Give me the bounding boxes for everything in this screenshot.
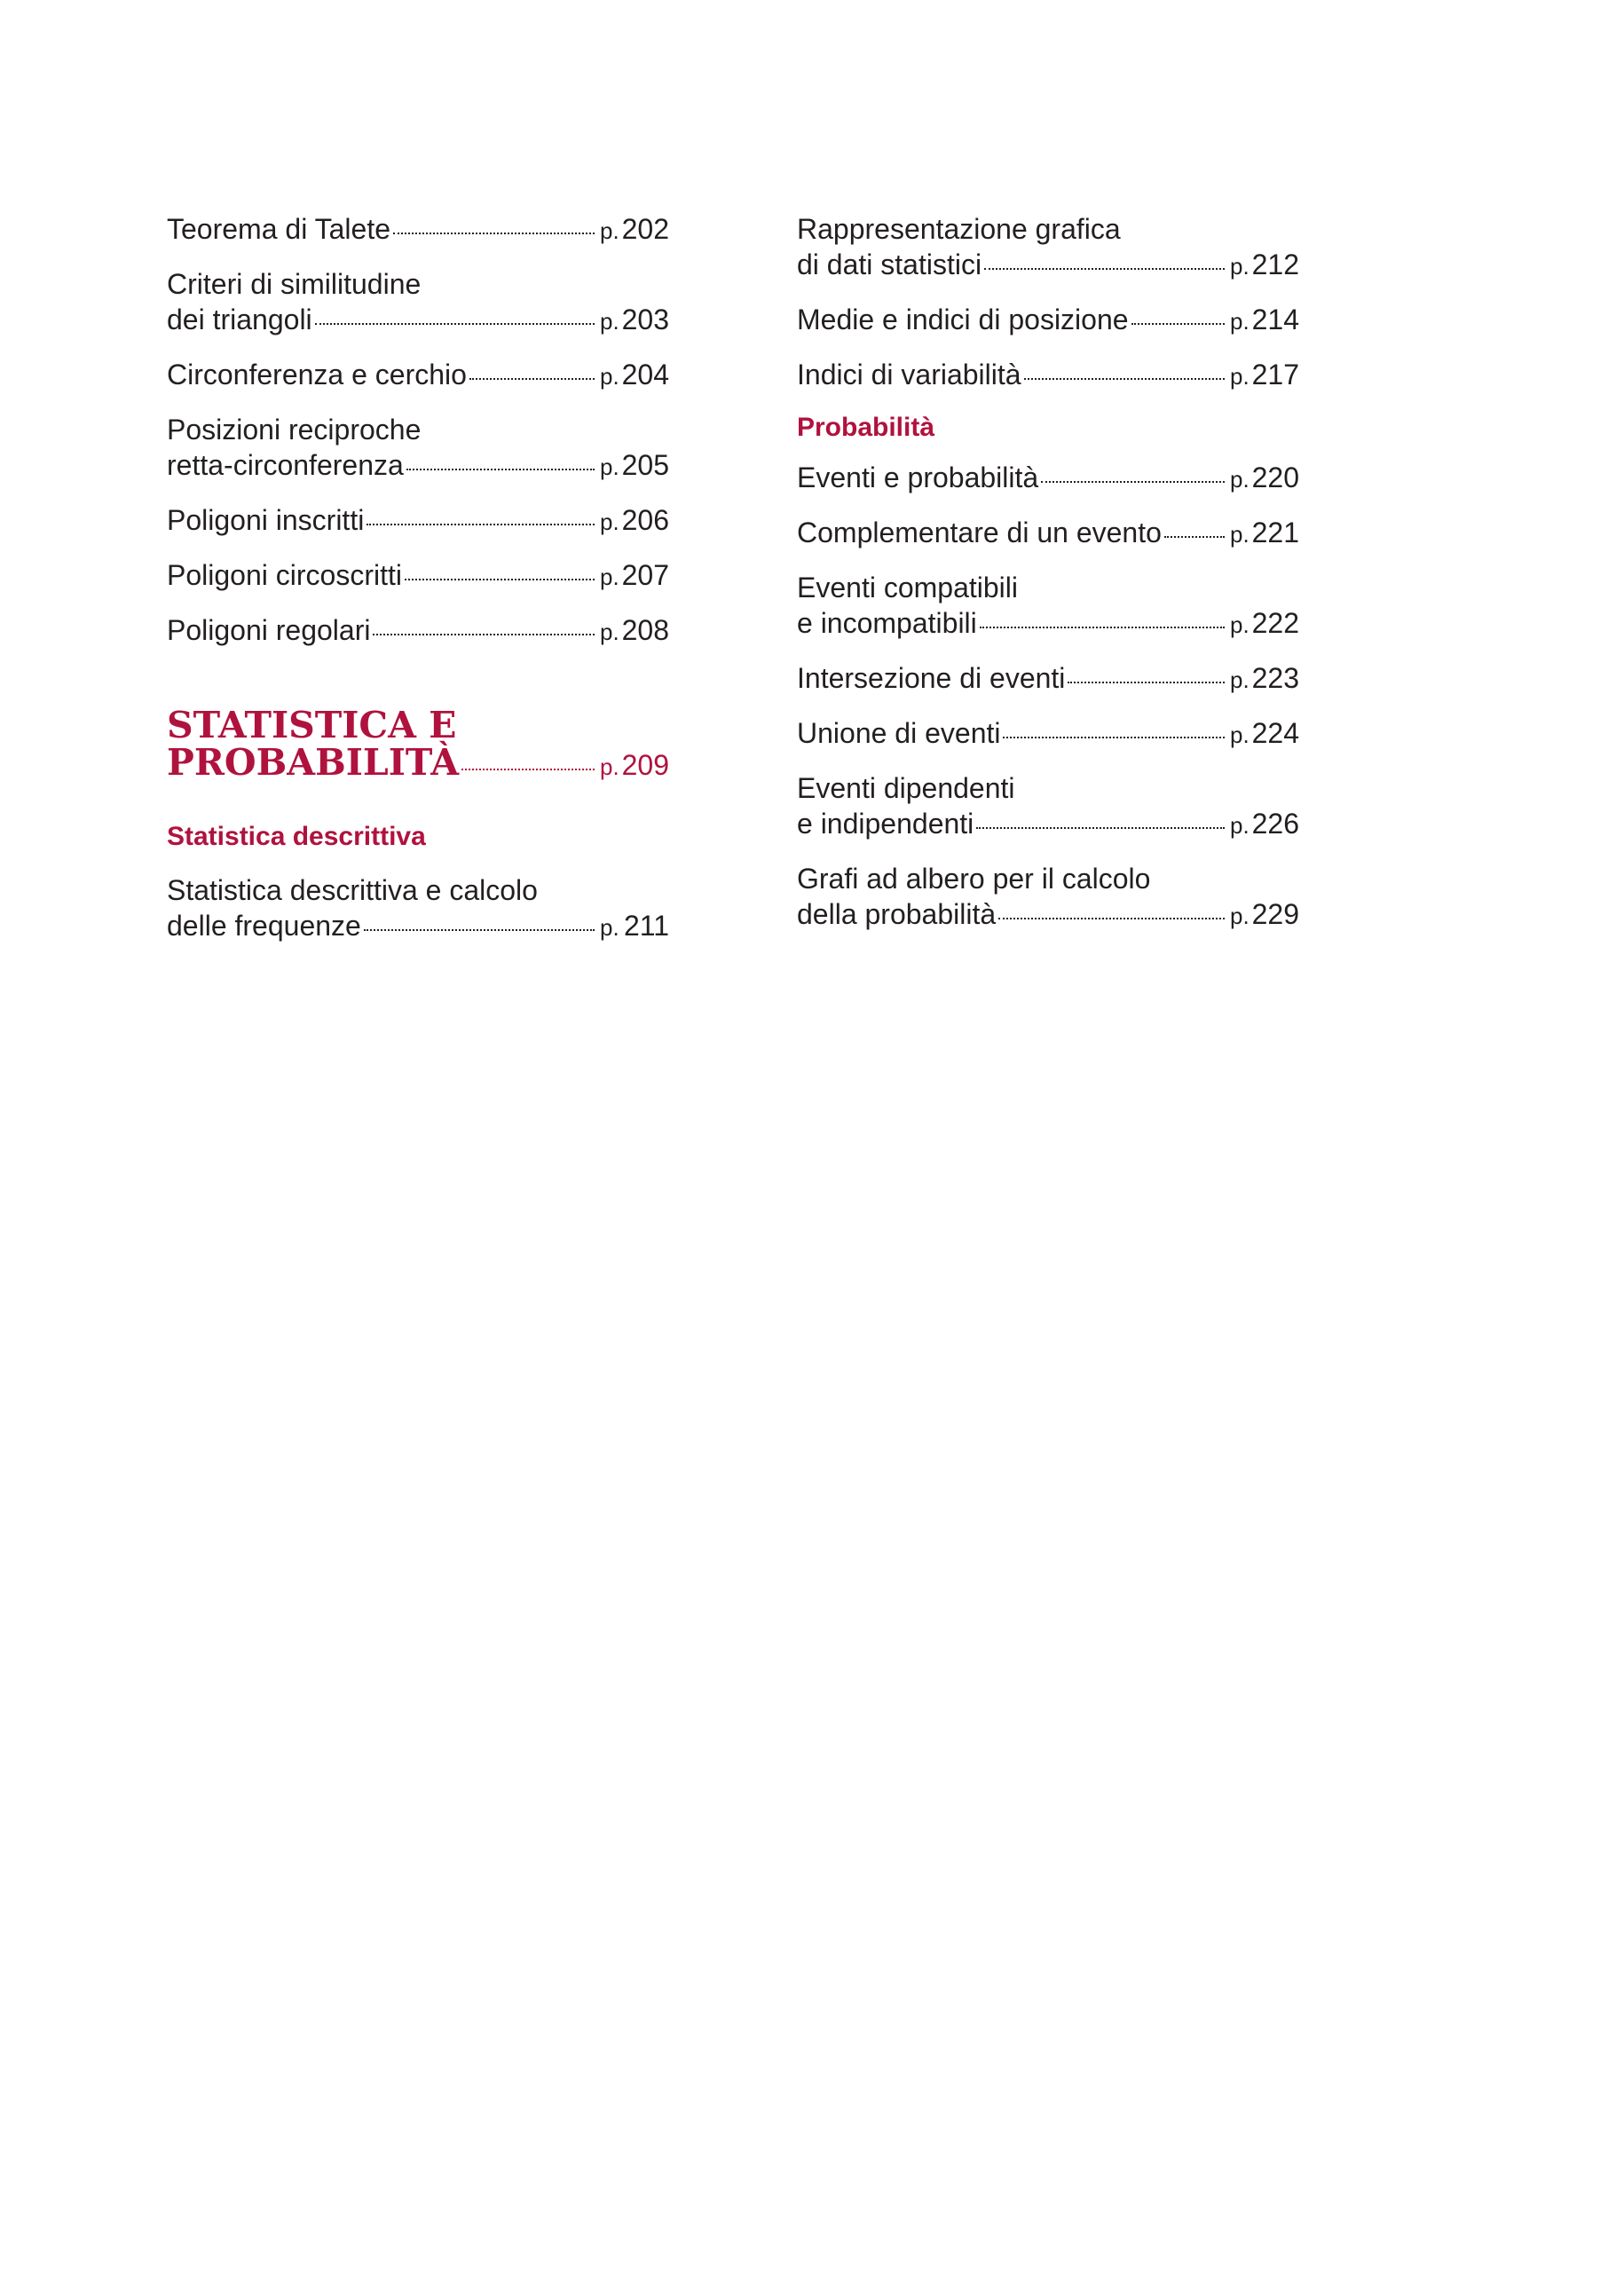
dot-leader <box>1024 378 1225 380</box>
toc-entry-last-line <box>167 612 669 650</box>
toc-entry-last-line <box>167 302 669 339</box>
toc-entry-last-line <box>167 447 669 485</box>
page-number: 223 <box>1251 662 1299 694</box>
page-number: 220 <box>1251 462 1299 493</box>
page-abbrev: p. <box>1230 667 1250 693</box>
page-abbrev: p. <box>1230 611 1250 638</box>
page-number: 209 <box>621 749 669 781</box>
toc-entry[interactable] <box>167 502 669 540</box>
toc-entry[interactable] <box>797 861 1299 934</box>
page-abbrev: p. <box>600 753 619 780</box>
page-abbrev: p. <box>600 363 619 390</box>
page-abbrev: p. <box>600 308 619 335</box>
section-heading-line-1: STATISTICA E <box>167 704 457 746</box>
toc-entry-title-line: di dati statistici <box>797 248 982 280</box>
page-abbrev: p. <box>600 619 619 645</box>
toc-entry-title-line: Poligoni inscritti <box>167 504 365 536</box>
page-number: 221 <box>1251 517 1299 548</box>
toc-entry[interactable] <box>797 715 1299 753</box>
page-abbrev: p. <box>600 914 619 941</box>
toc-entry[interactable] <box>797 357 1299 394</box>
toc-entry-title-line: Criteri di similitudine <box>167 268 422 300</box>
toc-entry-last-line <box>167 211 669 248</box>
toc-entry-title-line: Intersezione di eventi <box>797 662 1066 694</box>
page-abbrev: p. <box>600 509 619 535</box>
toc-entry-title-line: Circonferenza e cerchio <box>167 359 467 390</box>
page-number: 203 <box>621 304 669 335</box>
page-number: 208 <box>621 614 669 646</box>
toc-entry-last-line <box>797 896 1299 934</box>
page-abbrev: p. <box>1230 253 1250 280</box>
toc-entry-last-line <box>797 806 1299 843</box>
subheading-probabilita: Probabilità <box>797 413 935 442</box>
page-number: 222 <box>1251 607 1299 639</box>
dot-leader <box>998 918 1225 919</box>
toc-entry[interactable] <box>797 570 1299 643</box>
toc-entry[interactable] <box>797 460 1299 497</box>
dot-leader <box>367 524 595 525</box>
toc-entry-last-line <box>797 357 1299 394</box>
toc-entry-title-line: Eventi compatibili <box>797 572 1018 604</box>
page-abbrev: p. <box>600 217 619 244</box>
page-abbrev: p. <box>1230 812 1250 839</box>
toc-entry[interactable] <box>797 211 1299 284</box>
toc-entry[interactable] <box>167 211 669 248</box>
toc-entry-title-line: Eventi e probabilità <box>797 462 1039 493</box>
page-number: 229 <box>1251 898 1299 930</box>
toc-entry[interactable] <box>797 660 1299 698</box>
subheading-statistica-descrittiva: Statistica descrittiva <box>167 822 426 851</box>
toc-entry-last-line <box>797 605 1299 643</box>
page-abbrev: p. <box>600 454 619 480</box>
toc-entry-title-line: Statistica descrittiva e calcolo <box>167 874 538 906</box>
page-abbrev: p. <box>600 564 619 590</box>
page-number: 204 <box>621 359 669 390</box>
toc-entry[interactable] <box>167 412 669 485</box>
page-abbrev: p. <box>1230 903 1250 929</box>
toc-entry[interactable] <box>797 515 1299 552</box>
toc-entry-title-line: e indipendenti <box>797 808 974 840</box>
dot-leader <box>315 323 595 325</box>
toc-entry-last-line <box>797 715 1299 753</box>
page-abbrev: p. <box>1230 363 1250 390</box>
dot-leader <box>1164 536 1225 538</box>
toc-entry-title-line: e incompatibili <box>797 607 977 639</box>
section-heading-statistica-probabilita[interactable] <box>167 706 669 785</box>
toc-entry-title-line: Unione di eventi <box>797 717 1001 749</box>
toc-entry-last-line <box>167 557 669 595</box>
toc-entry-last-line <box>167 502 669 540</box>
page-number: 214 <box>1251 304 1299 335</box>
toc-entry[interactable] <box>797 302 1299 339</box>
toc-entry-title-line: delle frequenze <box>167 910 361 942</box>
dot-leader <box>1068 682 1225 683</box>
page-abbrev: p. <box>1230 722 1250 748</box>
toc-right-column <box>797 211 1299 951</box>
toc-entry-last-line <box>797 247 1299 284</box>
toc-entry-title-line: Teorema di Talete <box>167 213 390 245</box>
toc-entry[interactable] <box>167 872 669 945</box>
dot-leader <box>393 233 595 234</box>
page-number: 212 <box>1251 248 1299 280</box>
dot-leader <box>980 627 1225 628</box>
dot-leader <box>461 769 595 770</box>
toc-entry-title-line: Medie e indici di posizione <box>797 304 1129 335</box>
dot-leader <box>1041 481 1225 483</box>
dot-leader <box>1003 737 1225 738</box>
toc-entry[interactable] <box>167 357 669 394</box>
toc-entry-title-line: della probabilità <box>797 898 997 930</box>
page-number: 217 <box>1251 359 1299 390</box>
toc-entry[interactable] <box>797 770 1299 843</box>
section-heading-last-line <box>167 741 669 785</box>
dot-leader <box>373 634 595 635</box>
section-heading-line-2: PROBABILITÀ <box>167 741 460 784</box>
toc-entry-title-line: Poligoni regolari <box>167 614 371 646</box>
toc-entries-statistica-cont <box>797 211 1299 394</box>
page-number: 211 <box>623 910 669 942</box>
page-number: 226 <box>1251 808 1299 840</box>
dot-leader <box>984 268 1225 270</box>
page-number: 207 <box>621 559 669 591</box>
page-number: 224 <box>1251 717 1299 749</box>
toc-entry-title-line: dei triangoli <box>167 304 312 335</box>
toc-entry[interactable] <box>167 557 669 595</box>
toc-entry-title-line: retta-circonferenza <box>167 449 404 481</box>
page-abbrev: p. <box>1230 466 1250 493</box>
toc-left-column <box>167 211 669 963</box>
toc-entry-title-line: Indici di variabilità <box>797 359 1021 390</box>
page-number: 206 <box>621 504 669 536</box>
toc-entry-last-line <box>167 908 669 945</box>
dot-leader <box>1131 323 1225 325</box>
toc-entry-title-line: Poligoni circoscritti <box>167 559 402 591</box>
toc-entries-statistica <box>167 872 669 945</box>
toc-entry-last-line <box>167 357 669 394</box>
dot-leader <box>469 378 595 380</box>
page-abbrev: p. <box>1230 521 1250 548</box>
toc-entry[interactable] <box>167 612 669 650</box>
toc-entries-probabilita <box>797 460 1299 934</box>
dot-leader <box>406 469 595 470</box>
toc-entry-last-line <box>797 660 1299 698</box>
page-number: 202 <box>621 213 669 245</box>
toc-entry-title-line: Posizioni reciproche <box>167 414 422 446</box>
toc-entry-last-line <box>797 515 1299 552</box>
dot-leader <box>976 827 1225 829</box>
toc-entry[interactable] <box>167 266 669 339</box>
toc-entries-geometry <box>167 211 669 650</box>
toc-entry-title-line: Rappresentazione grafica <box>797 213 1121 245</box>
page-abbrev: p. <box>1230 308 1250 335</box>
toc-entry-title-line: Grafi ad albero per il calcolo <box>797 863 1151 895</box>
toc-entry-last-line <box>797 302 1299 339</box>
page-number: 205 <box>621 449 669 481</box>
dot-leader <box>405 579 595 580</box>
toc-entry-title-line: Complementare di un evento <box>797 517 1162 548</box>
toc-entry-title-line: Eventi dipendenti <box>797 772 1015 804</box>
toc-entry-last-line <box>797 460 1299 497</box>
dot-leader <box>364 929 595 931</box>
